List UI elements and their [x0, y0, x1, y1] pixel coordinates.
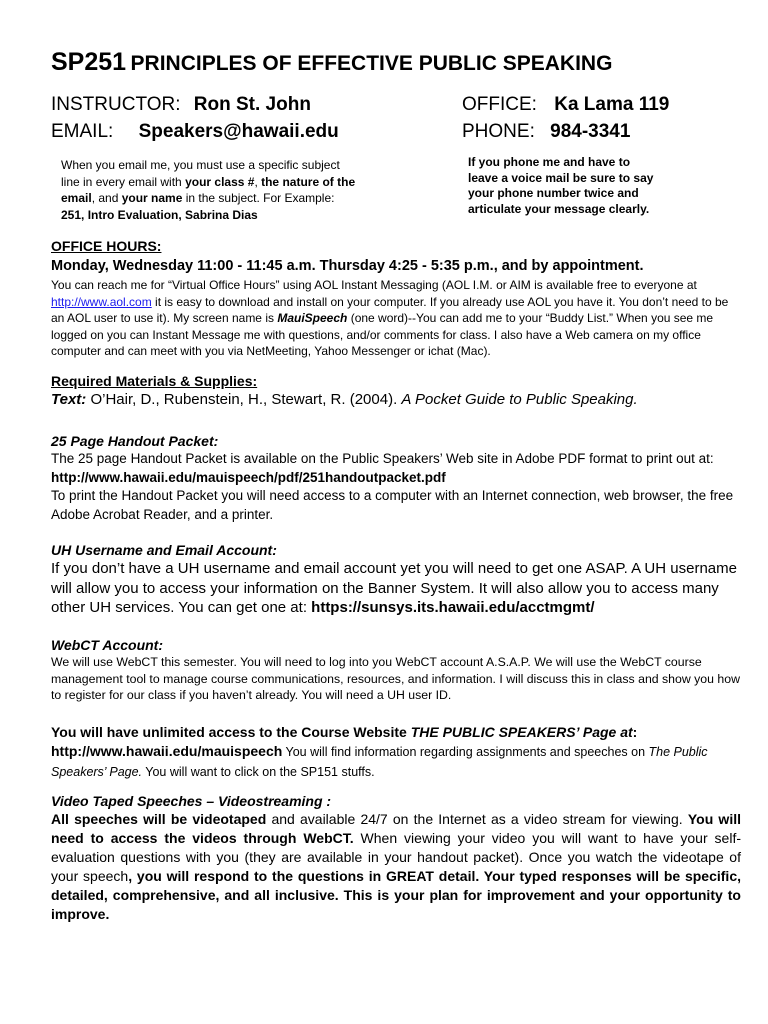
phone-value: 984-3341: [550, 121, 631, 142]
instructor-line: [51, 94, 311, 116]
phone-line: [462, 121, 630, 143]
handout-body: The 25 page Handout Packet is available on the Public Speakers’ Web site in Adobe PDF format to print out at: http://www.hawaii.edu/mauispeech/pdf/251handoutpacket.pdf To print the Handout Packet you will need access to a computer with an Internet connection, web browser, the free Adobe Acrobat Reader, and a printer.: [51, 451, 734, 522]
uh-account-url[interactable]: https://sunsys.its.hawaii.edu/acctmgmt/: [311, 599, 595, 617]
office-value: Ka Lama 119: [554, 94, 670, 115]
office-hours-times: Monday, Wednesday 11:00 - 11:45 a.m. Thursday 4:25 - 5:35 p.m., and by appointment.: [51, 258, 644, 274]
video-heading: Video Taped Speeches – Videostreaming :: [51, 793, 332, 809]
website-url[interactable]: http://www.hawaii.edu/mauispeech: [51, 743, 283, 759]
materials-text: Text: O’Hair, D., Rubenstein, H., Stewart, R. (2004). A Pocket Guide to Public Speaking.: [51, 391, 638, 408]
email-line: [51, 121, 339, 143]
office-line: [462, 94, 669, 116]
screen-name: MauiSpeech: [277, 311, 348, 326]
email-note: When you email me, you must use a specific subject line in every email with your class #, the nature of the email, and your name in the subject. For Example: 251, Intro Evaluation, Sabrina Dias: [61, 158, 356, 222]
handout-heading: 25 Page Handout Packet:: [51, 433, 219, 449]
book-title: A Pocket Guide to Public Speaking.: [401, 391, 638, 408]
uh-account-body: If you don’t have a UH username and email account yet you will need to get one ASAP. A UH username will allow you to access your information on the Banner System. It will also allow you to access many other UH services. You can get one at: https://sunsys.its.hawaii.edu/acctmgmt/: [51, 560, 737, 617]
text-label: Text:: [51, 391, 87, 408]
handout-url[interactable]: http://www.hawaii.edu/mauispeech/pdf/251handoutpacket.pdf: [51, 469, 446, 485]
phone-note: If you phone me and have to leave a voice mail be sure to say your phone number twice and articulate your message clearly.: [468, 155, 654, 216]
website-body: You will have unlimited access to the Course Website THE PUBLIC SPEAKERS’ Page at: http://www.hawaii.edu/mauispeech You will find information regarding assignments and speeches on The Public Speakers’ Page. You will want to click on the SP151 stuffs.: [51, 724, 708, 779]
materials-heading: Required Materials & Supplies:: [51, 373, 258, 389]
webct-body: We will use WebCT this semester. You will need to log into you WebCT account A.S.A.P. We will use the WebCT course management tool to manage course communications, resources, and information. I will discuss this in class and show you how to register for our class if you haven’t already. You will need a UH user ID.: [51, 655, 740, 703]
instructor-value: Ron St. John: [193, 94, 311, 115]
email-value: Speakers@hawaii.edu: [138, 121, 339, 142]
office-hours-heading: OFFICE HOURS:: [51, 238, 162, 254]
course-name: PRINCIPLES OF EFFECTIVE PUBLIC SPEAKING: [130, 52, 613, 75]
course-title: [51, 48, 612, 77]
office-hours-body: You can reach me for “Virtual Office Hours” using AOL Instant Messaging (AOL I.M. or AIM is available free to everyone at http://www.aol.com it is easy to download and install on your computer. If you already use AOL you have it. You don’t need to be an AOL user to use it). My screen name is MauiSpeech (one word)--You can add me to your “Buddy List.” When you see me logged on you can Instant Message me with questions, and/or comments for class. I also have a Web camera on my office computer and can meet with you via NetMeeting, Yahoo Messenger or ichat (Mac).: [51, 278, 729, 359]
uh-account-heading: UH Username and Email Account:: [51, 542, 277, 558]
video-body: All speeches will be videotaped and available 24/7 on the Internet as a video stream for viewing. You will need to access the videos through WebCT. When viewing your video you will want to have your self-evaluation questions with you (they are available in your handout packet). Once you watch the videotape of your speech, you will respond to the questions in GREAT detail. Your typed responses will be specific, detailed, comprehensive, and all inclusive. This is your plan for improvement and your opportunity to improve.: [51, 811, 741, 922]
webct-heading: WebCT Account:: [51, 637, 163, 653]
course-code: SP251: [51, 48, 127, 76]
office-label: OFFICE:: [462, 94, 537, 115]
instructor-label: INSTRUCTOR:: [51, 94, 181, 115]
email-label: EMAIL:: [51, 121, 114, 142]
aol-link[interactable]: http://www.aol.com: [51, 294, 152, 309]
phone-label: PHONE:: [462, 121, 535, 142]
